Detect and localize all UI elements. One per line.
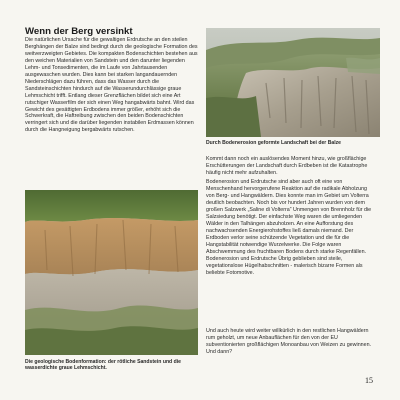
right-paragraph-1: Kommt dann noch ein auslösendes Moment hinzu, wie großflächige Erschütterungen der Landschaft durch Erdbeben ist die Katastrophe häufig nicht mehr aufzuhalten. [206,156,368,176]
page-number: 15 [365,376,373,385]
left-paragraph-1: Die natürlichen Ursache für die gewaltigen Erdrutsche an den steilen Berghängen der Balze sind bedingt durch die geologische Formation des weitverzweigten Gebietes. Die kompakten Bodenschichten bestehen aus den weichen Materialien von Sandstein und den darunter liegenden Lehm- und Tonsedimenten, die im Laufe von Jahrtausenden ausgewaschen wurden. Dies kann bei starken langandauernden Niederschlägen dazu führen, dass das Wasser durch die Sandsteinschichten hindurch auf die Wasserundurchlässige graue Lehmschicht trifft. Entlang dieser Grenzflächen bildet sich eine Art rutschiger Wasserfilm der sich einen Weg hangabwärts bahnt. Wird das Gewicht des gesättigten Erdbodens immer größer, erhöht sich die Schwerkraft, die Haftreibung zwischen den beiden Bodenschichten verringert sich und die darüber liegenden instabilen Erdmassen können durch die Hangneigung bergabwärts rutschen. [25,37,198,134]
top-photo-caption: Durch Bodenerosion geformte Landschaft bei der Balze [206,140,342,146]
right-bottom-paragraph: Und auch heute wird weiter willkürlich in den restlichen Hangwäldern rum geholzt, um neue Anbauflächen für den von der EU subventionierten großflächigen Monoanbau von Weizen zu gewinnen. Und dann? [206,328,372,355]
left-photo-caption: Die geologische Bodenformation: der rötliche Sandstein und die wasserdichte graue Lehmschicht. [25,359,181,372]
right-bottom-text [206,328,376,364]
cliff-photo-drawing [25,190,198,355]
landscape-photo-drawing [206,28,380,137]
right-paragraph-2: Bodenerosion und Erdrutsche sind aber auch oft eine von Menschenhand hervorgerufene Reaktion auf die radikale Abholzung von Berg- und Hangwäldern. Dies konnte man im Gebiet um Volterra deutlich beobachten. Noch bis vor hundert Jahren wurden von dem großen Salzwerk „Saline di Volterra“ Unmengen von Brennholz für die Salzsiedung benötigt. Der einfachste Weg waren die umliegenden Wälder in den Talhängen abzuholzen. An eine Aufforstung des nachwachsenden Energierohstoffes ließ damals niemand. Der Erdboden verlor seine schützende Vegetation und die für die Hangstabilität notwendige Wurzelwerke. Die Folge waren Abschwemmung des fruchtbaren Bodens durch starke Regenfällen. Bodenerosion und Erdrutsche Übrig geblieben sind steile, vegetationslose Hügelhabschnitten - malerisch bizarre Formen als beliebte Fotomotive. [206,179,372,276]
right-column-text [206,156,376,356]
cliff-photo [25,190,198,355]
page-title: Wenn der Berg versinkt [25,26,133,37]
left-column-text [25,37,198,189]
landscape-photo [206,28,380,137]
